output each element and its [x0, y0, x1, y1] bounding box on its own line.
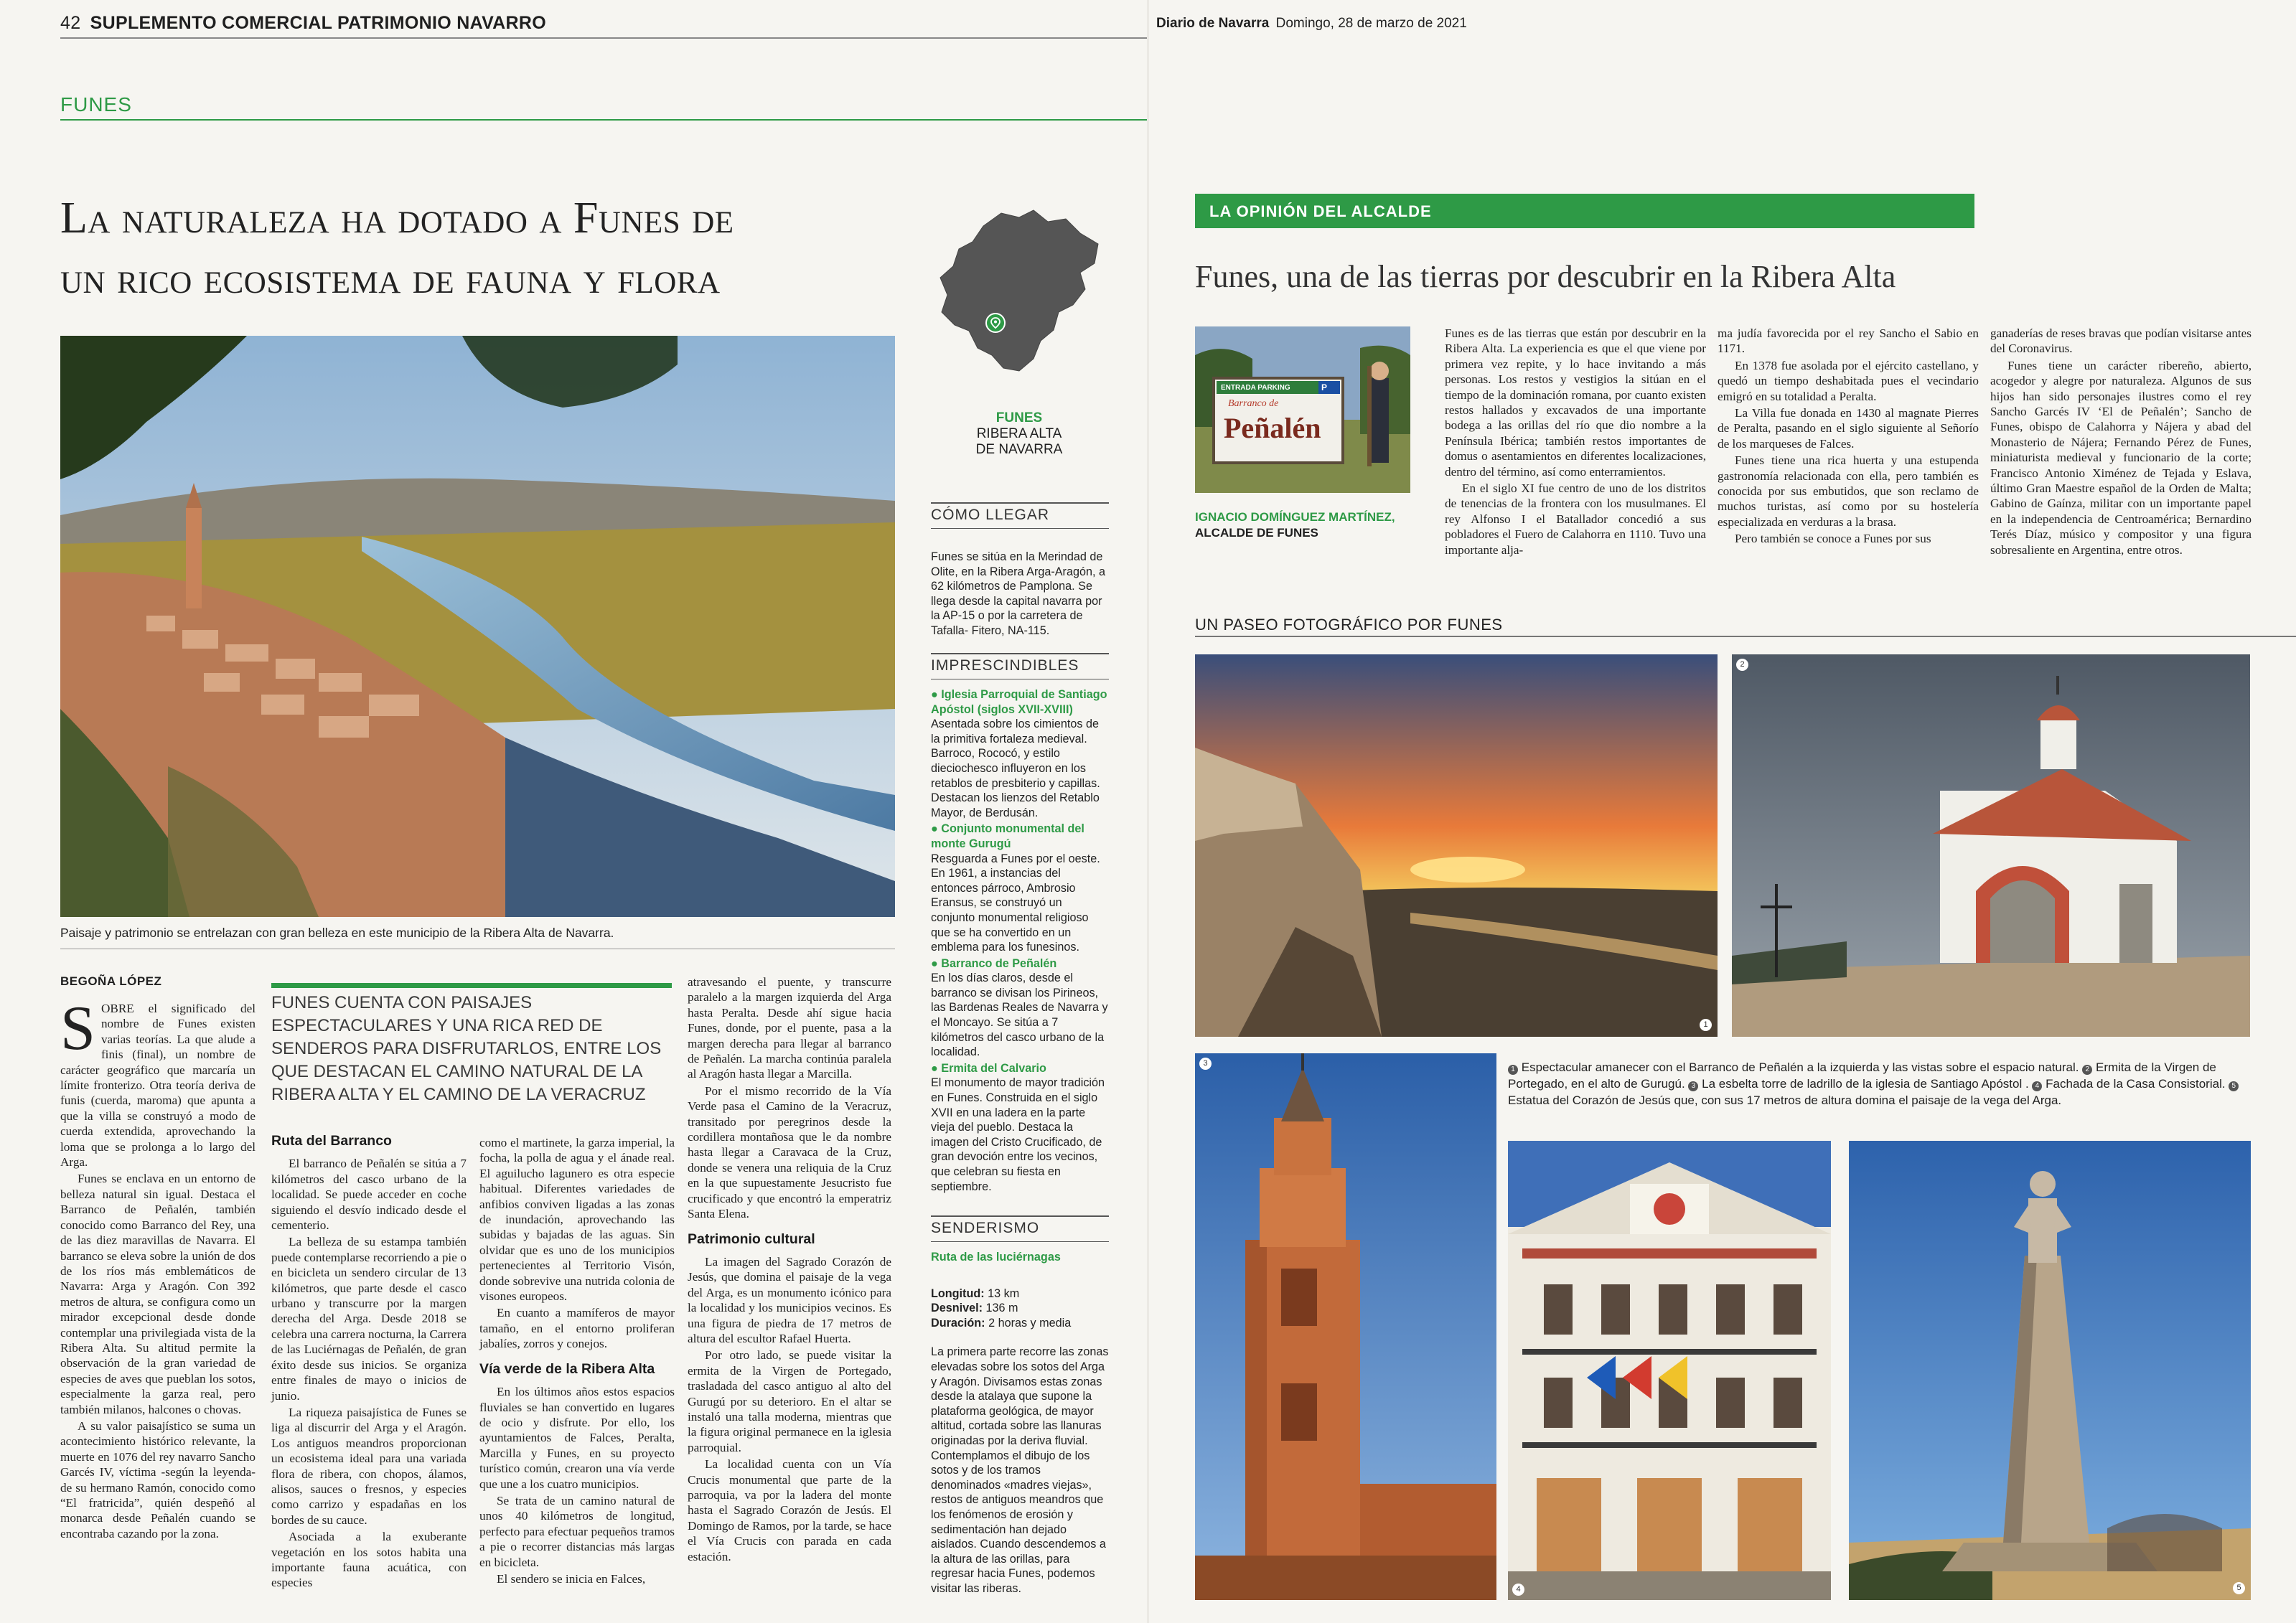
- col2-p4: Asociada a la exuberante vegetación en los sotos habita una importante fauna acuática, con especies: [271, 1530, 467, 1590]
- header-rule: [60, 37, 1147, 39]
- section-rule: [60, 119, 1147, 121]
- header-date: Domingo, 28 de marzo de 2021: [1275, 16, 1467, 31]
- col2-p2: La belleza de su estampa también puede contemplarse recorriendo a pie o en bicicleta un sendero circular de 13 kilómetros, que parte desde el casco urbano y transcurre por la margen derecha del Arga. Desde 2018 se celebra una carrera nocturna, la Carrera de las Luciérnagas de Peñalén, de gran éxito desde sus inicios. Se organiza entre finales de mayo o inicios de junio.: [271, 1235, 467, 1403]
- desnivel-label: Desnivel:: [931, 1302, 983, 1315]
- sign-parking-p: P: [1321, 382, 1328, 392]
- gallery-title: UN PASEO FOTOGRÁFICO POR FUNES: [1195, 616, 1503, 634]
- opinion-column-3: [1990, 326, 2252, 559]
- section-label: FUNES: [60, 93, 132, 116]
- funes-panorama-photo: [60, 336, 895, 917]
- mayor-role: ALCALDE DE FUNES: [1195, 526, 1318, 540]
- op-col2-p2: En 1378 fue asolada por el ejército castellano, y quedó un tiempo deshabitada pues el vecindario emigró en su totalidad a Peralta.: [1718, 358, 1979, 403]
- mayor-caption: [1195, 509, 1395, 541]
- caption-number-2: 2: [2082, 1065, 2092, 1075]
- photo-number-2: 2: [1736, 659, 1748, 671]
- article-column-3: [479, 1135, 675, 1588]
- imp-item-bullet-icon: ●: [931, 688, 942, 701]
- headline-line-1: La naturaleza ha dotado a Funes de: [60, 194, 734, 243]
- imp-item-title: Barranco de Peñalén: [941, 956, 1057, 970]
- gallery-photo-hermitage: [1732, 654, 2250, 1037]
- sign-text-barranco-word: Barranco: [1228, 398, 1267, 409]
- sidebar-rule-1: [931, 502, 1109, 504]
- supplement-title: SUPLEMENTO COMERCIAL PATRIMONIO NAVARRO: [90, 13, 546, 33]
- imp-item: [931, 1061, 1109, 1194]
- gallery-photo-sunrise: [1195, 654, 1718, 1037]
- col4-p4: Por otro lado, se puede visitar la ermita de la Virgen de Portegado, trasladada del casco antiguo al alto del Gurugú por su deterioro. En el altar se instaló una talla moderna, mientras que la figura original permanece en la iglesia parroquial.: [688, 1348, 891, 1454]
- byline: BEGOÑA LÓPEZ: [60, 974, 162, 988]
- map-label-name: FUNES: [995, 410, 1043, 425]
- senderismo-subtitle: Ruta de las luciérnagas: [931, 1251, 1061, 1264]
- page-header: [60, 13, 546, 34]
- imp-item-text: El monumento de mayor tradición en Funes. Construida en el siglo XVII en una ladera en la parte vieja del pueblo. Destaca la imagen del Cristo Crucificado, de gran devoción entre los vecinos, que celebran su fiesta en septiembre.: [931, 1076, 1105, 1193]
- col2-p3: La riqueza paisajística de Funes se liga al discurrir del Arga y el Aragón. Los antiguos meandros proporcionan un ecosistema ideal para una variada flora de ribera, con chopos, álamos, alisos, sauces o fresnos, y especies como carrizo y espadañas en los bordes de su cauce.: [271, 1405, 467, 1527]
- imprescindibles-list: [931, 687, 1109, 1195]
- col3-p2: En cuanto a mamíferos de mayor tamaño, en el entorno proliferan jabalíes, zorros y conejos.: [479, 1306, 675, 1351]
- mayor-name: IGNACIO DOMÍNGUEZ MARTÍNEZ,: [1195, 510, 1395, 524]
- caption-text-4: Fachada de la Casa Consistorial.: [2046, 1077, 2226, 1091]
- photo-number-4: 4: [1512, 1584, 1524, 1596]
- imp-item-bullet-icon: ●: [931, 1061, 942, 1075]
- heading-via-verde: Vía verde de la Ribera Alta: [479, 1360, 655, 1377]
- como-llegar-text: Funes se sitúa en la Merindad de Olite, en la Ribera Arga-Aragón, a 62 kilómetros de Pamplona. Se llega desde la capital navarra por la AP-15 o por la carretera de Tafalla- Fitero, NA-115.: [931, 550, 1105, 637]
- col2-p1: El barranco de Peñalén se sitúa a 7 kilómetros del casco urbano de la localidad. Se puede acceder en coche siguiendo el desvío indicado desde el cementerio.: [271, 1157, 467, 1233]
- page-header-right: [1156, 16, 1467, 32]
- senderismo-title: SENDERISMO: [931, 1220, 1040, 1236]
- como-llegar-title: CÓMO LLEGAR: [931, 507, 1050, 523]
- sidebar-rule-6: [931, 1241, 1109, 1242]
- longitud-label: Longitud:: [931, 1286, 985, 1300]
- right-page: [1149, 0, 2296, 1623]
- gallery-rule: [1195, 636, 2296, 637]
- imprescindibles-title: IMPRESCINDIBLES: [931, 657, 1079, 674]
- pullquote: FUNES CUENTA CON PAISAJES ESPECTACULARES Y UNA RICA RED DE SENDEROS PARA DISFRUTARLOS, ENTRE LOS QUE DESTACAN EL CAMINO NATURAL DE LA RIBERA ALTA Y EL CAMINO DE LA VERACRUZ: [271, 993, 662, 1104]
- gallery-photo-sacred-heart-statue: [1849, 1141, 2251, 1600]
- newspaper-name: Diario de Navarra: [1156, 16, 1270, 31]
- op-col1-p1: Funes es de las tierras que están por descubrir en la Ribera Alta. La experiencia es que el que viene por primera vez repite, y lo hace invitando a más personas. Los restos y vestigios la sitúan en el tiempo de la dominación romana, por cuanto existen restos hallados y excavados de una importante bodega a las orillas del río que dio nombre a la Península Ibérica; también restos importantes de domus o asentamientos en diferentes localizaciones, dentro del término, así como enterramientos.: [1445, 326, 1706, 479]
- imp-item-bullet-icon: ●: [931, 822, 942, 836]
- photo-number-1: 1: [1700, 1019, 1712, 1031]
- caption-number-1: 1: [1508, 1065, 1518, 1075]
- imp-item-bullet-icon: ●: [931, 956, 942, 970]
- caption-text-3: La esbelta torre de ladrillo de la iglesia de Santiago Apóstol .: [1702, 1077, 2029, 1091]
- col3-p5: El sendero se inicia en Falces,: [497, 1571, 646, 1586]
- article-column-2: [271, 1134, 467, 1592]
- imp-item-text: En los días claros, desde el barranco se divisan los Pirineos, las Bardenas Reales de Navarra y el Moncayo. Se sitúa a 7 kilómetros del casco urbano de la localidad.: [931, 972, 1108, 1059]
- col4-p1: atravesando el puente, y transcurre paralelo a la margen izquierda del Arga hasta Peralta. Desde ahí sigue hacia Funes, donde, por el puente, pasa a la margen derecha para llegar al barranco de Peñalén. La marcha continúa paralela al Aragón hasta llegar a Marcilla.: [688, 975, 891, 1081]
- imp-item: [931, 956, 1109, 1060]
- imp-item-title: Conjunto monumental del monte Gurugú: [931, 822, 1084, 850]
- duracion-value: 2 horas y media: [988, 1316, 1072, 1330]
- senderismo-text: La primera parte recorre las zonas elevadas sobre los sotos del Arga y Aragón. Divisamos estas zonas desde la atalaya que supone la plataforma geológica, de mayor altitud, cortada sobre las llanuras originadas por la deriva fluvial. Contemplamos el dibujo de los sotos y de los tramos denominados «madres viejas», restos de antiguos meandros que los fenómenos de erosión y sedimentación han dejado aislados. Cuando descendemos a la altura de las orillas, para regresar hacia Funes, podemos visitar las riberas.: [931, 1345, 1109, 1595]
- heading-ruta-barranco: Ruta del Barranco: [271, 1133, 392, 1149]
- gallery-caption: [1508, 1059, 2269, 1109]
- imp-item-text: Asentada sobre los cimientos de la primitiva fortaleza medieval. Barroco, Rococó, y estilo dieciochesco influyeron en los retablos de presbiterio y capillas. Destacan los lienzos del Retablo Mayor, de Berdusán.: [931, 718, 1100, 819]
- heading-patrimonio: Patrimonio cultural: [688, 1231, 815, 1247]
- caption-number-3: 3: [1688, 1081, 1698, 1091]
- location-pin-icon: [985, 312, 1006, 334]
- duracion-label: Duración:: [931, 1316, 985, 1330]
- opinion-headline: Funes, una de las tierras por descubrir en la Ribera Alta: [1195, 259, 1896, 294]
- opinion-column-2: [1718, 326, 1979, 548]
- photo-number-5: 5: [2233, 1582, 2245, 1594]
- longitud-value: 13 km: [988, 1286, 1020, 1300]
- op-col1-p2: En el siglo XI fue centro de uno de los distritos de tenencias de la frontera con los musulmanes. El rey Alfonso I el Batallador concedió a sus pobladores el Fuero de Calahorra en 1110. Tuvo una importante alja-: [1445, 481, 1706, 557]
- longitud-row: [931, 1286, 1109, 1302]
- article-column-4: [688, 974, 891, 1566]
- caption-text-2: Ermita de la Virgen de Portegado, en el alto de Gurugú.: [1508, 1060, 2216, 1091]
- sidebar-rule-5: [931, 1215, 1109, 1217]
- imp-item-title: Iglesia Parroquial de Santiago Apóstol (siglos XVII-XVIII): [931, 688, 1107, 716]
- col3-p3: En los últimos años estos espacios fluviales se han convertido en lugares de ocio y disfrute. Por ello, los ayuntamientos de Falces, Peralta, Marcilla y Funes, en su proyecto turístico común, crearon una vía verde que une a los cuatro municipios.: [479, 1385, 675, 1491]
- col3-p1: como el martinete, la garza imperial, la focha, la polla de agua y el ánade real. El aguilucho lagunero es otra especie habitual. Diferentes variedades de anfibios conviven ligadas a las zonas de inundación, aprovechando las subidas y bajadas de las aguas. Sin olvidar que es uno de los municipios pertenecientes al Territorio Visón, donde sobrevive una nutrida colonia de visones europeos.: [479, 1136, 675, 1304]
- col1-p2: Funes se enclava en un entorno de belleza natural sin igual. Destaca el Barranco de Peñalén, también conocido como Barranco del Rey, una de las diez maravillas de Navarra. El barranco se eleva sobre la unión de dos de los ríos más emblemáticos de Navarra: Arga y Aragón. Con 392 metros de altura, se configura como un mirador excepcional desde donde contemplar una privilegiada vista de la Ribera Alta. Su altitud permite la observación de la gran variedad de especies de aves que pueblan los sotos, especialmente la garza real, pero también milanos, halcones o chovas.: [60, 1172, 256, 1416]
- col4-p5: La localidad cuenta con un Vía Crucis monumental que parte de la parroquia, va por la ladera del monte hasta el Sagrado Corazón de Jesús. El Domingo de Ramos, por la tarde, se hace el Vía Crucis con parada en cada estación.: [688, 1457, 891, 1563]
- caption-text-5: Estatua del Corazón de Jesús que, con sus 17 metros de altura domina el paisaje de la vega del Arga.: [1508, 1093, 2062, 1107]
- pullquote-bar: [271, 983, 672, 988]
- desnivel-row: [931, 1301, 1109, 1316]
- map-label: [955, 410, 1084, 458]
- op-col2-p3: La Villa fue donada en 1430 al magnate Pierres de Peralta, pasando en el siglo siguiente al Señorío de los marqueses de Falces.: [1718, 406, 1979, 451]
- op-col2-p1: ma judía favorecida por el rey Sancho el Sabio en 1171.: [1718, 326, 1979, 356]
- col4-p2: Por el mismo recorrido de la Vía Verde pasa el Camino de la Veracruz, transitado por peregrinos desde la cordillera montañosa que le da nombre hasta llegar a Caravaca de la Cruz, donde se venera una reliquia de la Cruz en la que supuestamente Jesucristo fue crucificado y que encontró la emperatriz Santa Elena.: [688, 1083, 891, 1221]
- gallery-photo-town-hall: [1508, 1141, 1831, 1600]
- caption-text-1: Espectacular amanecer con el Barranco de Peñalén a la izquierda y las vistas sobre el espacio natural.: [1521, 1060, 2079, 1074]
- sign-text-de: de: [1269, 398, 1279, 409]
- caption-number-4: 4: [2032, 1081, 2042, 1091]
- duracion-row: [931, 1316, 1109, 1331]
- gallery-photo-church-tower: [1195, 1053, 1496, 1600]
- opinion-section-label: LA OPINIÓN DEL ALCALDE: [1209, 202, 1432, 220]
- sign-text-barranco: [1228, 398, 1278, 410]
- left-page: [0, 0, 1147, 1623]
- senderismo-block: [931, 1250, 1109, 1597]
- col4-p3: La imagen del Sagrado Corazón de Jesús, que domina el paisaje de la vega del Arga, es un monumento icónico para la localidad y los municipios vecinos. Es una figura de piedra de 17 metros de altura del escultor Rafael Huerta.: [688, 1254, 891, 1345]
- imp-item-title: Ermita del Calvario: [941, 1061, 1046, 1075]
- imp-item-text: Resguarda a Funes por el oeste. En 1961, a instancias del entonces párroco, Ambrosio Eransus, se construyó un conjunto monumental religioso que se ha convertido en un emblema para los funesinos.: [931, 852, 1100, 954]
- navarra-map: [933, 204, 1105, 387]
- desnivel-value: 136 m: [985, 1302, 1018, 1315]
- opinion-column-1: [1445, 326, 1706, 559]
- photo-caption: Paisaje y patrimonio se entrelazan con gran belleza en este municipio de la Ribera Alta de Navarra.: [60, 926, 614, 940]
- col3-p4: Se trata de un camino natural de unos 40 kilómetros de longitud, perfecto para efectuar pequeños tramos a pie o recorrer distancias más largas en bicicleta.: [479, 1493, 675, 1569]
- mayor-photo: [1195, 326, 1410, 493]
- drop-cap: S: [60, 994, 95, 1063]
- imp-item: [931, 822, 1109, 954]
- imp-item: [931, 687, 1109, 820]
- op-col3-p1: ganaderías de reses bravas que podían visitarse antes del Coronavirus.: [1990, 326, 2252, 356]
- sidebar-rule-3: [931, 653, 1109, 654]
- col1-p3: A su valor paisajístico se suma un acontecimiento histórico relevante, la muerte en 1076 del rey navarro Sancho Garcés IV, víctima -según la leyenda- de su hermano Ramón, conocido como “El fratricida”, quién despeñó al monarca desde Peñalén cuando se encontraba cazando por la zona.: [60, 1419, 256, 1540]
- sign-text-top: ENTRADA PARKING: [1221, 384, 1290, 392]
- photo-number-3: 3: [1199, 1058, 1212, 1070]
- sign-text-name: Peñalén: [1224, 412, 1321, 444]
- col1-p1: OBRE el significado del nombre de Funes existen varias teorías. La que alude a finis (final), un nombre de carácter geográfico que marcaría un límite fronterizo. Otra teoría deriva de funis (cuerda, maroma) que apunta a que la villa se construyó a modo de cuerda extendida, aprovechando la loma que se prolonga a lo largo del Arga.: [60, 1002, 256, 1170]
- map-label-line2: DE NAVARRA: [975, 442, 1063, 457]
- page-number: 42: [60, 13, 81, 33]
- sidebar-rule-2: [931, 528, 1109, 529]
- map-label-line1: RIBERA ALTA: [976, 426, 1062, 441]
- op-col3-p2: Funes tiene un carácter ribereño, abierto, acogedor y alegre por naturaleza. Algunos de sus hijos han sido personajes ilustres como el rey Sancho Garcés IV ‘El de Peñalén’; Sancho de Funes, obispo de Calahorra y Nájera y abad del Monasterio de Nájera; Fernando Pérez de Funes, miniaturista medieval y funcionario de la corte; Francisco Antonio Ximénez de Tejada y Eslava, último Gran Maestre español de la Orden de Malta; Gabino de Gaínza, militar con un importante papel en la independencia de Centroamérica; Bernardino Terés Díaz, músico y compositor y una figura sobresaliente en Argentina, entre otros.: [1990, 358, 2252, 557]
- headline-line-2: un rico ecosistema de fauna y flora: [60, 254, 721, 303]
- op-col2-p5: Pero también se conoce a Funes por sus: [1735, 532, 1931, 546]
- article-column-1: [60, 994, 256, 1543]
- headline: [60, 188, 907, 309]
- op-col2-p4: Funes tiene una rica huerta y una estupenda gastronomía relacionada con ella, pero también es conocida por sus embutidos, que son reclamo de muchos turistas, así como por su hostelería especializada en verduras a la brasa.: [1718, 453, 1979, 529]
- caption-number-5: 5: [2229, 1081, 2239, 1091]
